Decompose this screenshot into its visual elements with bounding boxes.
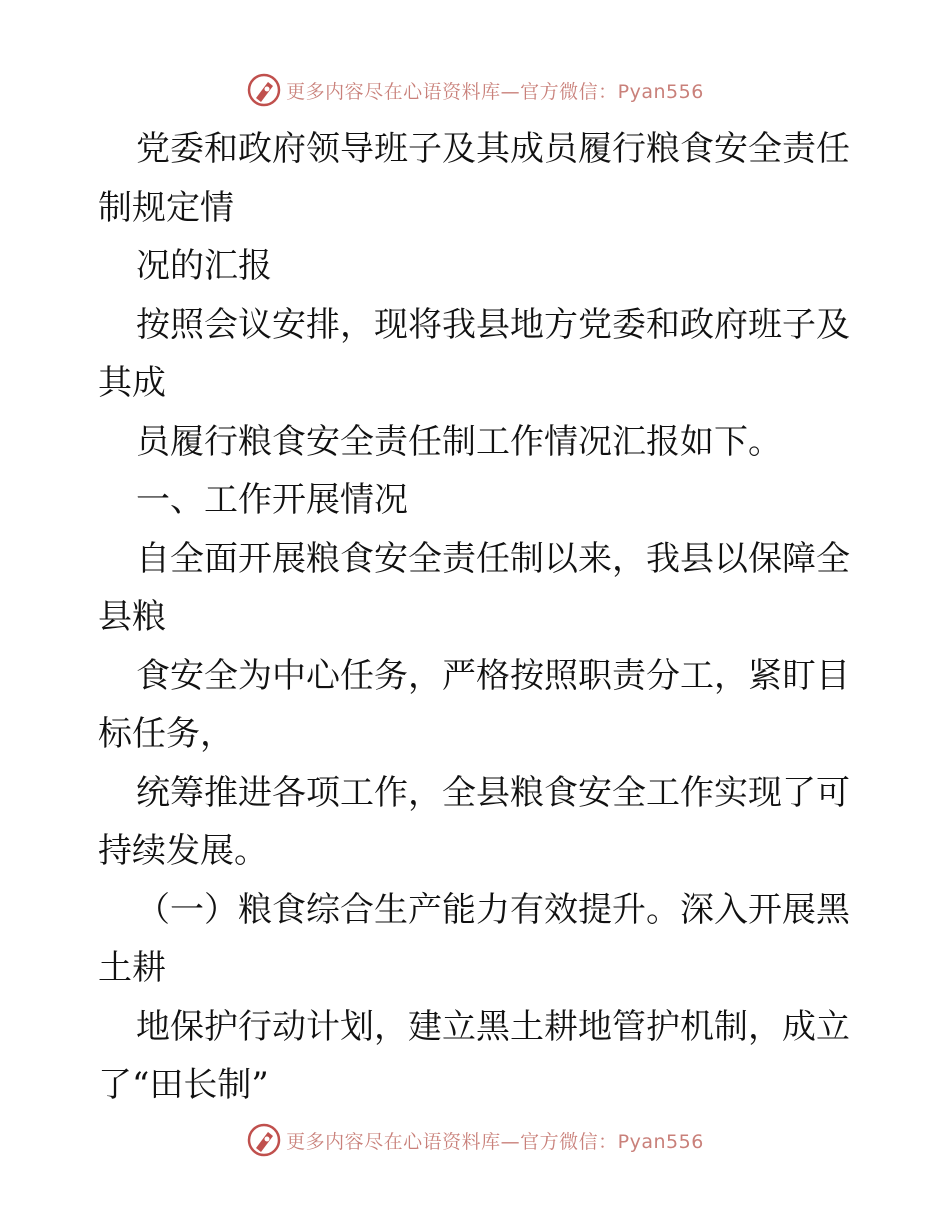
body-line-11: 标任务， (98, 714, 234, 754)
body-line-16: 地保护行动计划，建立黑土耕地管护机制，成立 (136, 1006, 850, 1047)
header-watermark-banner (0, 70, 950, 110)
footer-watermark-banner (0, 1120, 950, 1160)
pen-nib-logo-icon (246, 72, 282, 108)
pen-nib-logo-icon (246, 1122, 282, 1158)
body-line-10: 食安全为中心任务，严格按照职责分工，紧盯目 (136, 655, 850, 696)
footer-banner-text: 更多内容尽在心语资料库—官方微信：Pyan556 (286, 1130, 704, 1153)
body-line-3: 况的汇报 (136, 246, 272, 286)
body-line-9: 县粮 (98, 597, 166, 637)
header-banner-text: 更多内容尽在心语资料库—官方微信：Pyan556 (286, 80, 704, 103)
subsection-heading: （一）粮食综合生产能力有效提升。深入开展黑 (136, 889, 850, 930)
body-line-5: 其成 (98, 363, 166, 403)
body-line-2: 制规定情 (98, 187, 234, 228)
body-line-13: 持续发展。 (98, 831, 268, 871)
body-line-6: 员履行粮食安全责任制工作情况汇报如下。 (136, 421, 782, 462)
body-line-4: 按照会议安排，现将我县地方党委和政府班子及 (136, 304, 850, 345)
body-line-15: 土耕 (98, 948, 166, 988)
body-line-1: 党委和政府领导班子及其成员履行粮食安全责任 (136, 129, 850, 169)
body-line-8: 自全面开展粮食安全责任制以来，我县以保障全 (136, 538, 850, 579)
body-line-12: 统筹推进各项工作，全县粮食安全工作实现了可 (136, 772, 850, 813)
body-line-17: 了“田长制” (98, 1065, 269, 1105)
document-body (98, 120, 858, 1115)
section-heading: 一、工作开展情况 (136, 480, 408, 520)
